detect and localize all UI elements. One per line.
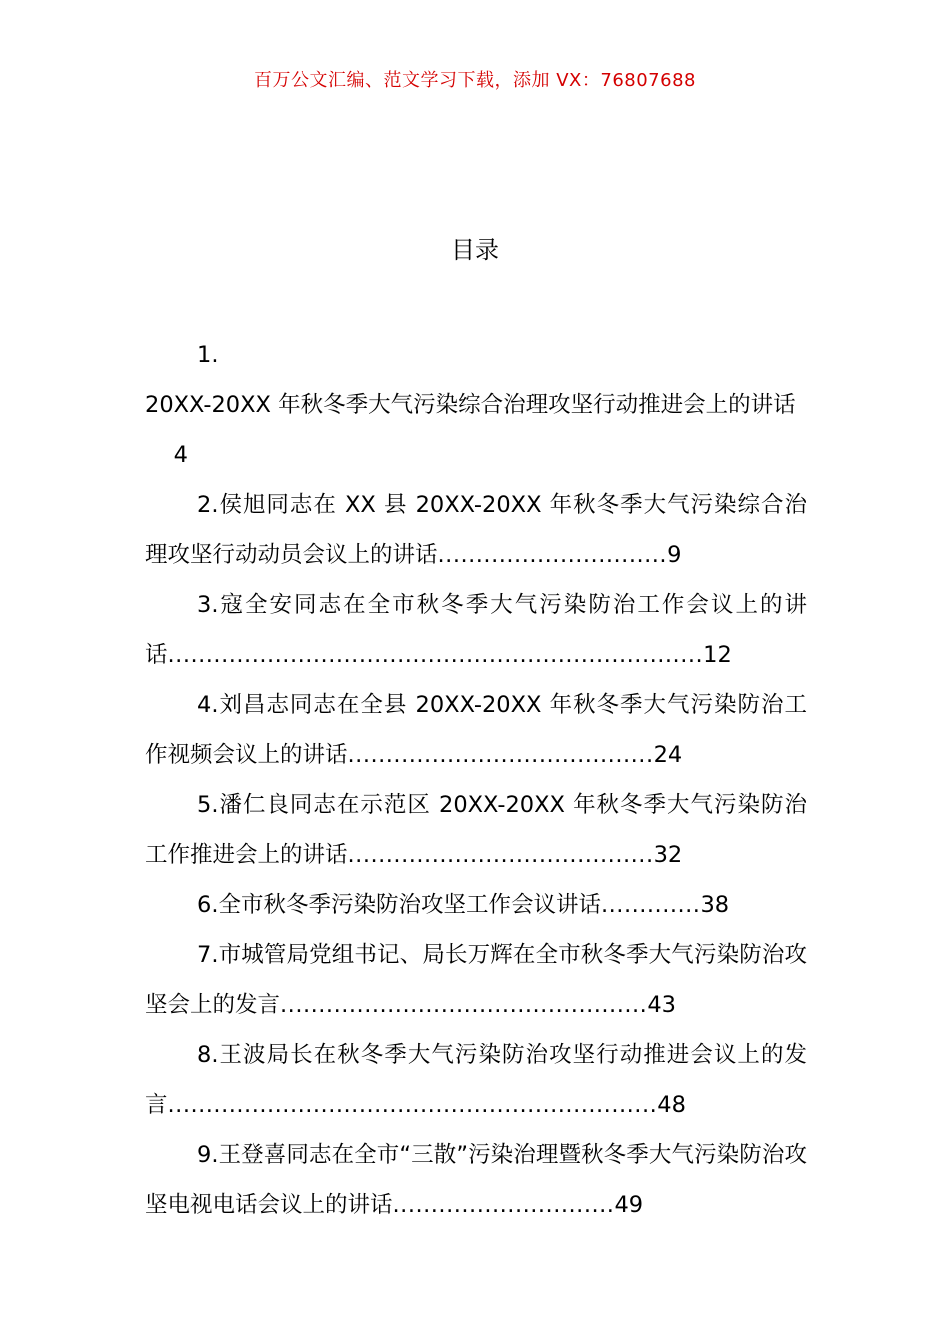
toc-leader: ................................................................ <box>167 1092 658 1118</box>
toc-entry-title: 市城管局党组书记、局长万辉在全市秋冬季大气污染防治攻坚会上的发言 <box>145 942 807 1018</box>
toc-title: 目录 <box>451 236 499 264</box>
toc-entry-number: 2. <box>197 492 219 518</box>
toc-entry-number: 7. <box>197 942 219 968</box>
toc-entry-number: 4. <box>197 692 219 718</box>
toc-entry-3[interactable] <box>145 580 807 680</box>
toc-entry-title: 全市秋冬季污染防治攻坚工作会议讲话 <box>218 892 601 918</box>
toc-entry-7[interactable] <box>145 930 807 1030</box>
toc-entry-title: 侯旭同志在 XX 县 20XX-20XX 年秋冬季大气污染综合治理攻坚行动动员会议上的讲话 <box>145 492 807 568</box>
toc-leader: ........................................ <box>347 742 654 768</box>
toc-page-number: 38 <box>700 892 730 918</box>
toc-entry-6[interactable] <box>145 880 807 930</box>
toc-entry-title: 王登喜同志在全市“三散”污染治理暨秋冬季大气污染防治攻坚电视电话会议上的讲话 <box>145 1142 807 1218</box>
toc-entry-number: 8. <box>197 1042 219 1068</box>
toc-entry-title: 王波局长在秋冬季大气污染防治攻坚行动推进会议上的发言 <box>145 1042 807 1118</box>
toc-leader: ........................................ <box>347 842 654 868</box>
toc-leader: .............................. <box>437 542 668 568</box>
toc-entry-title: 20XX-20XX 年秋冬季大气污染综合治理攻坚行动推进会上的讲话 <box>145 392 796 418</box>
toc-entry-9[interactable] <box>145 1130 807 1230</box>
toc-entry-title: 寇全安同志在全市秋冬季大气污染防治工作会议上的讲话 <box>145 592 807 668</box>
toc-entry-2[interactable] <box>145 480 807 580</box>
toc-page-number: 48 <box>657 1092 686 1118</box>
toc-page-number: 9 <box>667 542 682 568</box>
toc-entry-8[interactable] <box>145 1030 807 1130</box>
toc-page-number: 49 <box>614 1192 644 1218</box>
toc-entry-number: 5. <box>197 792 219 818</box>
toc-leader <box>145 442 174 468</box>
toc-entry-number: 1. <box>197 342 219 368</box>
toc-entry-title: 潘仁良同志在示范区 20XX-20XX 年秋冬季大气污染防治工作推进会上的讲话 <box>145 792 807 868</box>
toc-page-number: 43 <box>647 992 676 1018</box>
toc-leader: ...................................................................... <box>167 642 704 668</box>
toc-entry-4[interactable] <box>145 680 807 780</box>
table-of-contents <box>145 330 807 1230</box>
toc-entry-number: 9. <box>197 1142 219 1168</box>
header-banner: 百万公文汇编、范文学习下载，添加 VX：76807688 <box>254 70 696 91</box>
toc-page-number: 32 <box>653 842 683 868</box>
toc-entry-title: 刘昌志同志在全县 20XX-20XX 年秋冬季大气污染防治工作视频会议上的讲话 <box>145 692 807 768</box>
toc-entry-5[interactable] <box>145 780 807 880</box>
toc-page-number: 24 <box>653 742 683 768</box>
toc-leader: ................................................ <box>280 992 648 1018</box>
toc-page-number: 4 <box>173 442 188 468</box>
toc-entry-1[interactable] <box>145 330 807 480</box>
toc-entry-number: 3. <box>197 592 219 618</box>
toc-page-number: 12 <box>703 642 732 668</box>
toc-leader: ............................. <box>392 1192 615 1218</box>
toc-entry-number: 6. <box>197 892 219 918</box>
toc-leader: ............. <box>600 892 701 918</box>
